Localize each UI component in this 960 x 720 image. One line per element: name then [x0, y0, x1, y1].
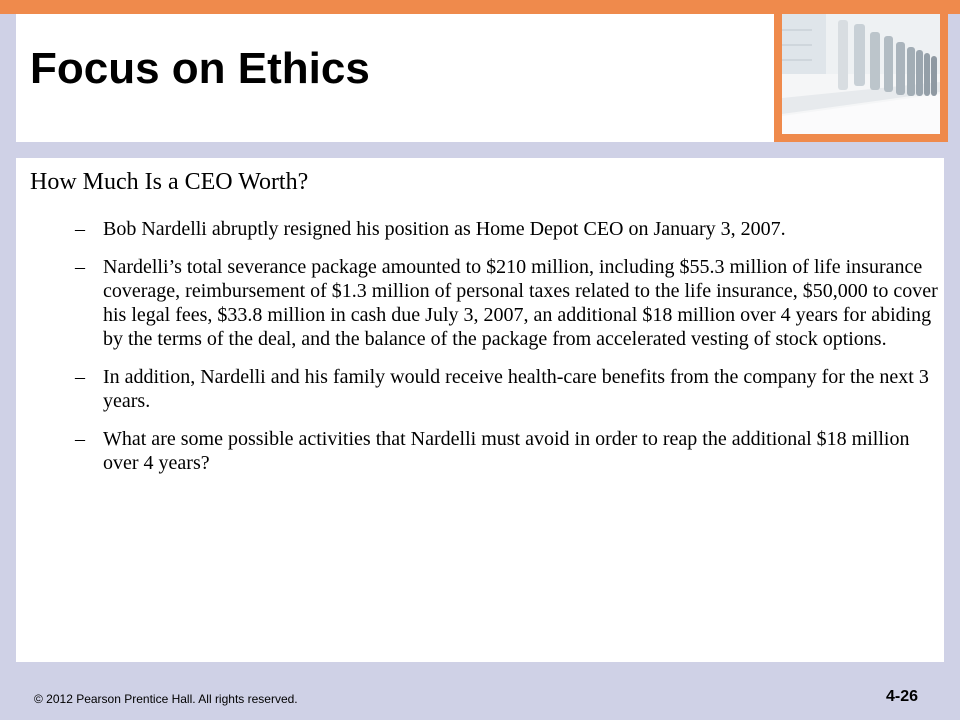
bullet-dash: –	[75, 428, 85, 450]
section-heading: How Much Is a CEO Worth?	[30, 169, 309, 195]
photo-frame	[774, 0, 948, 142]
page-number: 4-26	[886, 688, 919, 705]
bullet-dash: –	[75, 366, 85, 388]
bullet-dash: –	[75, 256, 85, 278]
boardroom-chairs-image	[782, 14, 940, 134]
bullet-item	[75, 365, 939, 413]
bullet-text: What are some possible activities that Nardelli must avoid in order to reap the additional $18 million over 4 years?	[103, 428, 910, 474]
bullet-text: In addition, Nardelli and his family would receive health-care benefits from the company for the next 3 years.	[103, 366, 929, 412]
boardroom-photo	[782, 14, 940, 134]
bullet-item	[75, 217, 939, 241]
bullet-list	[75, 217, 939, 475]
copyright-notice: © 2012 Pearson Prentice Hall. All rights reserved.	[34, 692, 298, 706]
slide-title: Focus on Ethics	[30, 44, 370, 93]
bullet-dash: –	[75, 218, 85, 240]
bullet-text: Bob Nardelli abruptly resigned his position as Home Depot CEO on January 3, 2007.	[103, 218, 786, 240]
bullet-item	[75, 427, 939, 475]
bullet-text: Nardelli’s total severance package amounted to $210 million, including $55.3 million of life insurance coverage, reimbursement of $1.3 million of personal taxes related to the life insurance, $50,000 to cover his legal fees, $33.8 million in cash due July 3, 2007, an additional $18 million over 4 years for abiding by the terms of the deal, and the balance of the package from accelerated vesting of stock options.	[103, 256, 938, 350]
bullet-item	[75, 255, 939, 351]
